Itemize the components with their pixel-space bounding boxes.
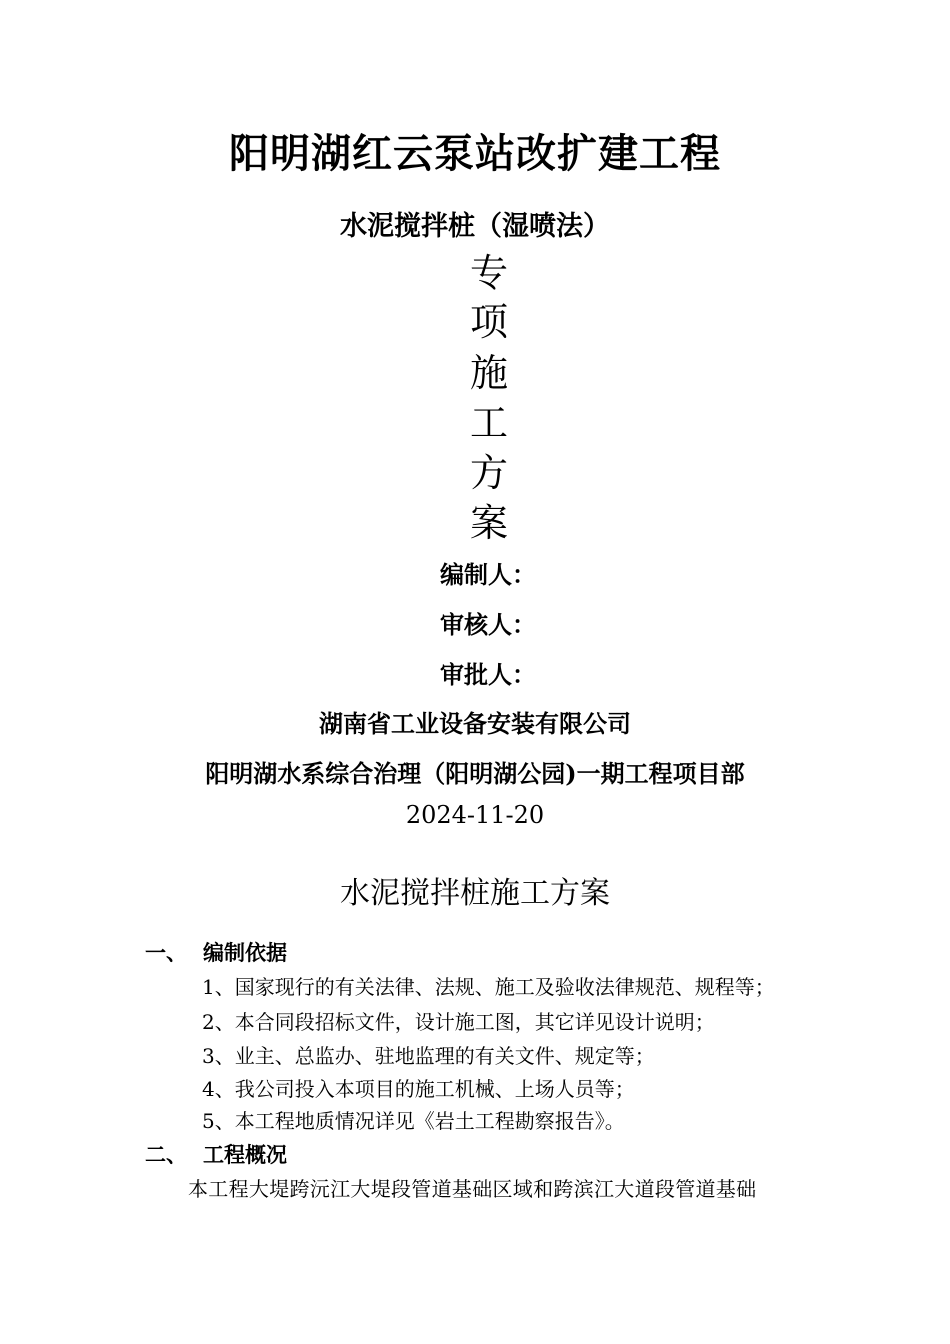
vertical-title-char: 专	[469, 251, 508, 295]
body-title: 水泥搅拌桩施工方案	[340, 876, 610, 911]
signature-approver: 审批人：	[440, 660, 536, 689]
company-name: 湖南省工业设备安装有限公司	[319, 709, 631, 738]
list-item: 4、我公司投入本项目的施工机械、上场人员等；	[202, 1077, 635, 1101]
vertical-title-char: 方	[469, 451, 508, 495]
vertical-title-char: 施	[469, 351, 508, 395]
project-department: 阳明湖水系综合治理（阳明湖公园)一期工程项目部	[205, 759, 745, 788]
cover-subtitle: 水泥搅拌桩（湿喷法）	[340, 211, 610, 242]
paragraph: 本工程大堤跨沅江大堤段管道基础区域和跨滨江大道段管道基础	[188, 1177, 757, 1201]
list-item: 3、业主、总监办、驻地监理的有关文件、规定等；	[202, 1044, 655, 1068]
vertical-title-char: 案	[469, 501, 508, 545]
section-number: 一、	[145, 940, 187, 965]
section-label: 工程概况	[203, 1142, 287, 1167]
list-item: 2、本合同段招标文件，设计施工图，其它详见设计说明；	[202, 1010, 715, 1034]
list-item: 1、国家现行的有关法律、法规、施工及验收法律规范、规程等；	[202, 975, 775, 999]
document-date: 2024-11-20	[405, 801, 545, 829]
signature-preparer: 编制人：	[440, 560, 536, 589]
section-heading-overview	[145, 1139, 287, 1169]
vertical-title-char: 工	[469, 401, 508, 445]
vertical-title-char: 项	[469, 300, 508, 344]
list-item: 5、本工程地质情况详见《岩土工程勘察报告》。	[202, 1109, 625, 1133]
section-heading-basis	[145, 937, 287, 967]
section-number: 二、	[145, 1142, 187, 1167]
cover-title: 阳明湖红云泵站改扩建工程	[229, 130, 721, 177]
signature-reviewer: 审核人：	[440, 610, 536, 639]
section-label: 编制依据	[203, 940, 287, 965]
